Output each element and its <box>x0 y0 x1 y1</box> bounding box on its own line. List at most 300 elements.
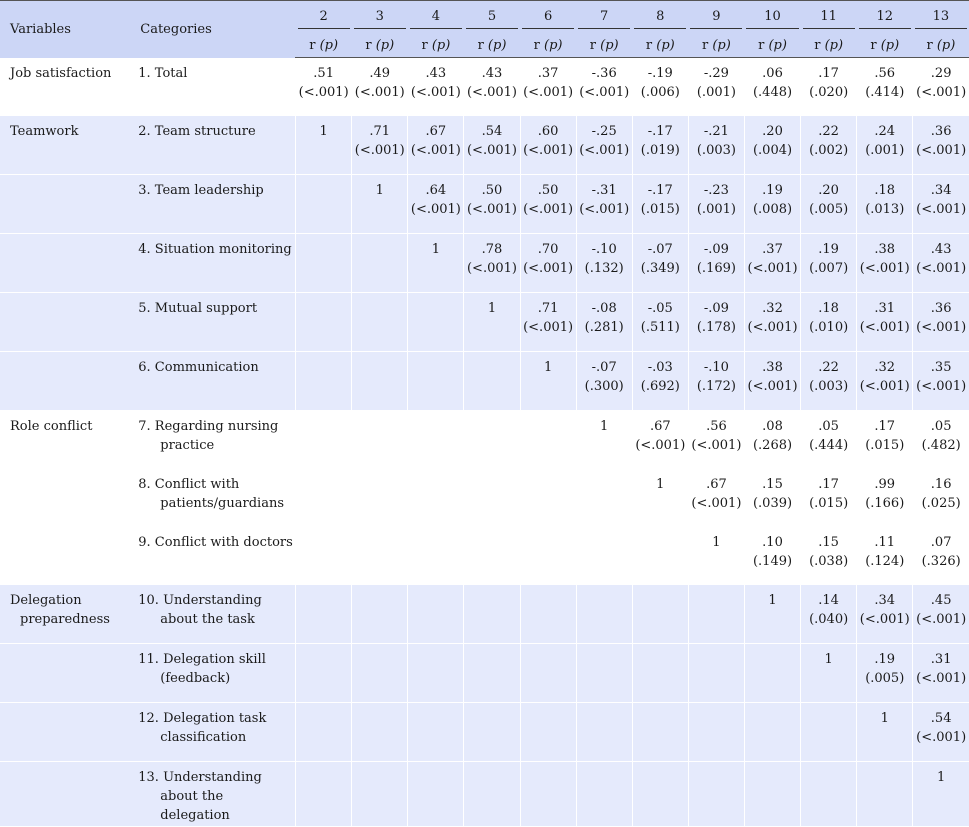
correlation-cell <box>801 116 857 175</box>
p-value: (<.001) <box>916 670 967 686</box>
p-value: (<.001) <box>635 437 686 453</box>
r-value: .22 <box>818 359 839 375</box>
correlation-cell <box>801 643 857 702</box>
r-p-subheader <box>576 29 632 58</box>
r-value: .06 <box>762 66 783 81</box>
category-label: about the task <box>160 611 255 627</box>
p-label: (p) <box>824 37 844 53</box>
table-row <box>0 116 969 175</box>
p-value: (<.001) <box>410 85 461 100</box>
r-value: .17 <box>818 66 839 81</box>
r-value: 1 <box>880 710 889 726</box>
column-number-header <box>744 1 800 30</box>
p-value: (<.001) <box>354 85 405 100</box>
correlation-cell <box>913 643 969 702</box>
p-value: (<.001) <box>747 378 798 394</box>
r-value: -.03 <box>647 359 673 375</box>
p-value: (<.001) <box>916 142 967 158</box>
correlation-cell <box>576 116 632 175</box>
correlation-cell <box>520 702 576 761</box>
category-cell <box>130 292 295 351</box>
correlation-cell <box>464 702 520 761</box>
correlation-cell <box>576 643 632 702</box>
p-value: (<.001) <box>747 319 798 335</box>
correlation-cell <box>352 643 408 702</box>
correlation-cell <box>576 585 632 644</box>
correlation-cell <box>352 527 408 585</box>
correlation-cell <box>801 585 857 644</box>
correlation-cell <box>801 351 857 410</box>
correlation-cell <box>352 761 408 826</box>
p-value: (.414) <box>865 85 905 100</box>
r-value: .43 <box>481 66 503 81</box>
correlation-cell <box>857 233 913 292</box>
table-header <box>0 1 969 58</box>
p-label: (p) <box>487 37 507 53</box>
r-value: .32 <box>874 359 896 375</box>
p-value: (.281) <box>584 319 624 335</box>
p-value: (<.001) <box>916 260 967 276</box>
r-value: .36 <box>930 300 952 316</box>
p-value: (<.001) <box>916 319 967 335</box>
r-value: .67 <box>425 123 447 139</box>
correlation-cell <box>464 233 520 292</box>
p-value: (<.001) <box>410 201 461 217</box>
r-value: .18 <box>818 300 839 316</box>
variable-cell <box>0 761 130 826</box>
table-row <box>0 761 969 826</box>
r-value: .19 <box>818 241 839 257</box>
correlation-cell <box>632 116 688 175</box>
correlation-cell <box>688 585 744 644</box>
table-row <box>0 643 969 702</box>
correlation-cell <box>352 174 408 233</box>
r-p-subheader <box>352 29 408 58</box>
correlation-cell <box>408 410 464 469</box>
correlation-cell <box>913 585 969 644</box>
r-value: .15 <box>762 476 783 492</box>
correlation-cell <box>520 174 576 233</box>
r-label: r <box>589 37 596 53</box>
table-row <box>0 174 969 233</box>
correlation-cell <box>857 116 913 175</box>
p-value: (.015) <box>809 495 849 511</box>
correlation-cell <box>632 351 688 410</box>
correlation-cell <box>744 351 800 410</box>
correlation-cell <box>464 351 520 410</box>
r-value: .11 <box>874 534 896 550</box>
correlation-cell <box>801 527 857 585</box>
correlation-cell <box>408 58 464 116</box>
correlation-cell <box>296 702 352 761</box>
correlation-cell <box>576 469 632 527</box>
r-value: .32 <box>762 300 783 316</box>
correlation-cell <box>857 643 913 702</box>
correlation-cell <box>632 233 688 292</box>
correlation-cell <box>408 233 464 292</box>
correlation-cell <box>352 702 408 761</box>
correlation-cell <box>464 585 520 644</box>
correlation-cell <box>744 761 800 826</box>
p-value: (<.001) <box>354 142 405 158</box>
correlation-cell <box>857 351 913 410</box>
correlation-cell <box>464 58 520 116</box>
category-label: 10. Understanding <box>138 592 262 608</box>
r-value: .22 <box>818 123 839 139</box>
correlation-cell <box>744 643 800 702</box>
column-number-header <box>296 1 352 30</box>
correlation-cell <box>520 351 576 410</box>
r-p-subheader <box>688 29 744 58</box>
correlation-cell <box>520 410 576 469</box>
category-cell <box>130 702 295 761</box>
categories-header: Categories <box>130 1 295 58</box>
table-row <box>0 292 969 351</box>
correlation-cell <box>408 585 464 644</box>
p-value: (.444) <box>809 437 849 453</box>
column-number-header <box>520 1 576 30</box>
r-value: .38 <box>874 241 896 257</box>
r-value: .71 <box>369 123 391 139</box>
r-value: .56 <box>706 418 727 434</box>
p-value: (.132) <box>584 260 624 276</box>
correlation-cell <box>857 410 913 469</box>
table-row <box>0 585 969 644</box>
correlation-cell <box>520 527 576 585</box>
p-value: (<.001) <box>747 260 798 276</box>
r-p-subheader <box>913 29 969 58</box>
correlation-cell <box>913 410 969 469</box>
correlation-cell <box>744 116 800 175</box>
correlation-cell <box>688 410 744 469</box>
category-label: 5. Mutual support <box>138 300 258 316</box>
variable-cell <box>0 233 130 292</box>
correlation-cell <box>632 58 688 116</box>
correlation-cell <box>296 233 352 292</box>
correlation-cell <box>632 292 688 351</box>
variable-label: Role conflict <box>10 418 93 434</box>
category-label: 13. Understanding <box>138 769 262 785</box>
r-value: .18 <box>874 182 896 198</box>
p-value: (.003) <box>696 142 736 158</box>
r-value: -.23 <box>703 182 729 198</box>
variable-cell <box>0 585 130 644</box>
column-number-header <box>408 1 464 30</box>
category-label: about the delegation <box>160 788 230 823</box>
variable-label: Teamwork <box>10 123 79 139</box>
r-value: .56 <box>874 66 896 81</box>
r-value: 1 <box>319 123 328 139</box>
correlation-cell <box>744 174 800 233</box>
r-value: .29 <box>930 66 952 81</box>
p-value: (.172) <box>696 378 736 394</box>
r-value: -.09 <box>703 300 729 316</box>
correlation-cell <box>744 410 800 469</box>
r-p-subheader <box>744 29 800 58</box>
r-value: .19 <box>874 651 896 667</box>
correlation-cell <box>408 351 464 410</box>
correlation-cell <box>632 527 688 585</box>
correlation-cell <box>408 527 464 585</box>
r-value: .37 <box>537 66 559 81</box>
column-number-label: 8 <box>634 9 686 29</box>
correlation-cell <box>520 643 576 702</box>
r-value: -.10 <box>591 241 617 257</box>
p-value: (<.001) <box>523 319 574 335</box>
r-value: 1 <box>600 418 609 434</box>
category-label: 9. Conflict with doctors <box>138 534 293 550</box>
category-label: 11. Delegation skill <box>138 651 266 667</box>
correlation-cell <box>857 174 913 233</box>
p-label: (p) <box>656 37 675 53</box>
column-number-label: 10 <box>746 9 798 29</box>
correlation-cell <box>913 58 969 116</box>
r-value: .08 <box>762 418 783 434</box>
r-value: -.17 <box>647 182 673 198</box>
p-value: (.013) <box>865 201 905 217</box>
correlation-cell <box>296 116 352 175</box>
variable-cell <box>0 116 130 175</box>
correlation-cell <box>857 292 913 351</box>
correlation-cell <box>352 116 408 175</box>
correlation-cell <box>632 761 688 826</box>
r-label: r <box>533 37 540 53</box>
p-value: (.005) <box>809 201 849 217</box>
correlation-cell <box>913 292 969 351</box>
p-value: (<.001) <box>859 378 910 394</box>
r-value: .99 <box>874 476 896 492</box>
correlation-cell <box>520 761 576 826</box>
r-value: -.08 <box>591 300 617 316</box>
correlation-cell <box>576 174 632 233</box>
correlation-cell <box>801 469 857 527</box>
correlation-cell <box>520 292 576 351</box>
correlation-cell <box>296 58 352 116</box>
correlation-cell <box>632 469 688 527</box>
correlation-cell <box>464 410 520 469</box>
correlation-cell <box>352 469 408 527</box>
table-row <box>0 233 969 292</box>
r-p-subheader <box>408 29 464 58</box>
correlation-cell <box>688 116 744 175</box>
r-value: -.05 <box>647 300 673 316</box>
r-label: r <box>421 37 428 53</box>
r-value: .10 <box>762 534 783 550</box>
category-cell <box>130 174 295 233</box>
r-value: .24 <box>874 123 896 139</box>
table-row <box>0 527 969 585</box>
correlation-cell <box>408 116 464 175</box>
r-value: .07 <box>930 534 952 550</box>
correlation-cell <box>576 527 632 585</box>
p-label: (p) <box>768 37 787 53</box>
p-value: (.008) <box>752 201 793 217</box>
column-number-label: 6 <box>522 9 574 29</box>
correlation-cell <box>801 702 857 761</box>
correlation-cell <box>520 116 576 175</box>
p-value: (.005) <box>865 670 905 686</box>
correlation-cell <box>632 174 688 233</box>
r-value: 1 <box>487 300 497 316</box>
correlation-cell <box>296 469 352 527</box>
category-cell <box>130 116 295 175</box>
r-value: -.25 <box>591 123 617 139</box>
correlation-cell <box>801 410 857 469</box>
correlation-cell <box>520 585 576 644</box>
correlation-cell <box>296 643 352 702</box>
r-value: 1 <box>656 476 665 492</box>
correlation-cell <box>576 58 632 116</box>
p-value: (.482) <box>921 437 961 453</box>
p-value: (.015) <box>640 201 680 217</box>
correlation-cell <box>913 527 969 585</box>
correlation-cell <box>408 702 464 761</box>
correlation-cell <box>801 58 857 116</box>
category-cell <box>130 469 295 527</box>
correlation-cell <box>632 585 688 644</box>
p-value: (.326) <box>921 553 961 569</box>
p-label: (p) <box>880 37 900 53</box>
r-value: .20 <box>762 123 783 139</box>
correlation-cell <box>744 58 800 116</box>
category-label: 12. Delegation task <box>138 710 267 726</box>
p-value: (<.001) <box>916 85 967 100</box>
p-value: (.349) <box>640 260 680 276</box>
p-value: (<.001) <box>859 611 910 627</box>
r-value: .70 <box>537 241 559 257</box>
p-value: (.007) <box>809 260 849 276</box>
r-value: 1 <box>768 592 777 608</box>
correlation-cell <box>352 58 408 116</box>
correlation-cell <box>913 233 969 292</box>
r-value: .51 <box>313 66 334 81</box>
r-value: 1 <box>543 359 553 375</box>
correlation-cell <box>352 292 408 351</box>
correlation-cell <box>857 702 913 761</box>
p-value: (<.001) <box>466 142 517 158</box>
correlation-cell <box>464 469 520 527</box>
correlation-cell <box>520 58 576 116</box>
p-value: (.004) <box>752 142 793 158</box>
p-label: (p) <box>544 37 563 53</box>
p-value: (.001) <box>696 85 736 100</box>
p-value: (.001) <box>865 142 905 158</box>
category-label: practice <box>160 437 215 453</box>
r-value: .05 <box>930 418 952 434</box>
correlation-cell <box>296 351 352 410</box>
p-value: (<.001) <box>859 319 910 335</box>
p-value: (<.001) <box>579 85 630 100</box>
r-p-subheader <box>464 29 520 58</box>
r-value: .16 <box>930 476 952 492</box>
p-value: (<.001) <box>523 260 574 276</box>
correlation-cell <box>913 702 969 761</box>
correlation-cell <box>913 174 969 233</box>
p-value: (.019) <box>640 142 680 158</box>
variable-cell <box>0 469 130 527</box>
column-number-label: 3 <box>354 9 406 29</box>
variable-cell <box>0 702 130 761</box>
r-value: .50 <box>481 182 503 198</box>
correlation-cell <box>408 643 464 702</box>
p-value: (.039) <box>752 495 793 511</box>
table-row <box>0 351 969 410</box>
column-number-header <box>801 1 857 30</box>
r-p-subheader <box>857 29 913 58</box>
p-value: (.010) <box>809 319 849 335</box>
category-cell <box>130 351 295 410</box>
r-value: .45 <box>930 592 952 608</box>
r-p-subheader <box>296 29 352 58</box>
category-cell <box>130 58 295 116</box>
r-value: .78 <box>481 241 503 257</box>
correlation-cell <box>688 58 744 116</box>
p-value: (<.001) <box>691 437 742 453</box>
p-value: (<.001) <box>691 495 742 511</box>
r-value: .38 <box>762 359 783 375</box>
p-label: (p) <box>712 37 731 53</box>
p-value: (.166) <box>865 495 905 511</box>
correlation-cell <box>632 702 688 761</box>
correlation-cell <box>857 761 913 826</box>
category-label: 1. Total <box>138 65 188 81</box>
r-label: r <box>365 37 372 53</box>
r-label: r <box>477 37 484 53</box>
r-label: r <box>645 37 653 53</box>
p-value: (.169) <box>696 260 736 276</box>
p-value: (.124) <box>865 553 905 569</box>
r-value: -.21 <box>703 123 729 139</box>
r-value: -.31 <box>591 182 617 198</box>
r-label: r <box>926 37 933 53</box>
correlation-cell <box>688 351 744 410</box>
r-p-subheader <box>801 29 857 58</box>
column-number-header <box>857 1 913 30</box>
category-label: (feedback) <box>160 670 231 686</box>
correlation-cell <box>744 702 800 761</box>
correlation-cell <box>632 410 688 469</box>
r-value: .37 <box>762 241 783 257</box>
variable-cell <box>0 643 130 702</box>
correlation-cell <box>801 233 857 292</box>
r-value: .60 <box>537 123 559 139</box>
r-value: .17 <box>818 476 839 492</box>
correlation-cell <box>857 585 913 644</box>
r-value: -.19 <box>647 66 673 81</box>
p-value: (<.001) <box>523 201 574 217</box>
category-label: 8. Conflict with <box>138 476 240 492</box>
correlation-cell <box>576 351 632 410</box>
p-value: (<.001) <box>859 260 910 276</box>
r-value: -.07 <box>647 241 673 257</box>
r-p-subheader <box>520 29 576 58</box>
table-row <box>0 410 969 469</box>
correlation-cell <box>688 292 744 351</box>
p-label: (p) <box>375 37 395 53</box>
p-value: (.025) <box>921 495 961 511</box>
p-value: (.002) <box>809 142 849 158</box>
column-number-label: 7 <box>578 9 630 29</box>
variable-cell <box>0 410 130 469</box>
p-value: (.149) <box>752 553 793 569</box>
r-value: .35 <box>930 359 952 375</box>
correlation-cell <box>576 233 632 292</box>
category-label: 6. Communication <box>138 359 259 375</box>
p-value: (<.001) <box>579 201 630 217</box>
r-label: r <box>309 37 316 53</box>
p-value: (.268) <box>752 437 793 453</box>
category-label: 4. Situation monitoring <box>138 241 292 257</box>
